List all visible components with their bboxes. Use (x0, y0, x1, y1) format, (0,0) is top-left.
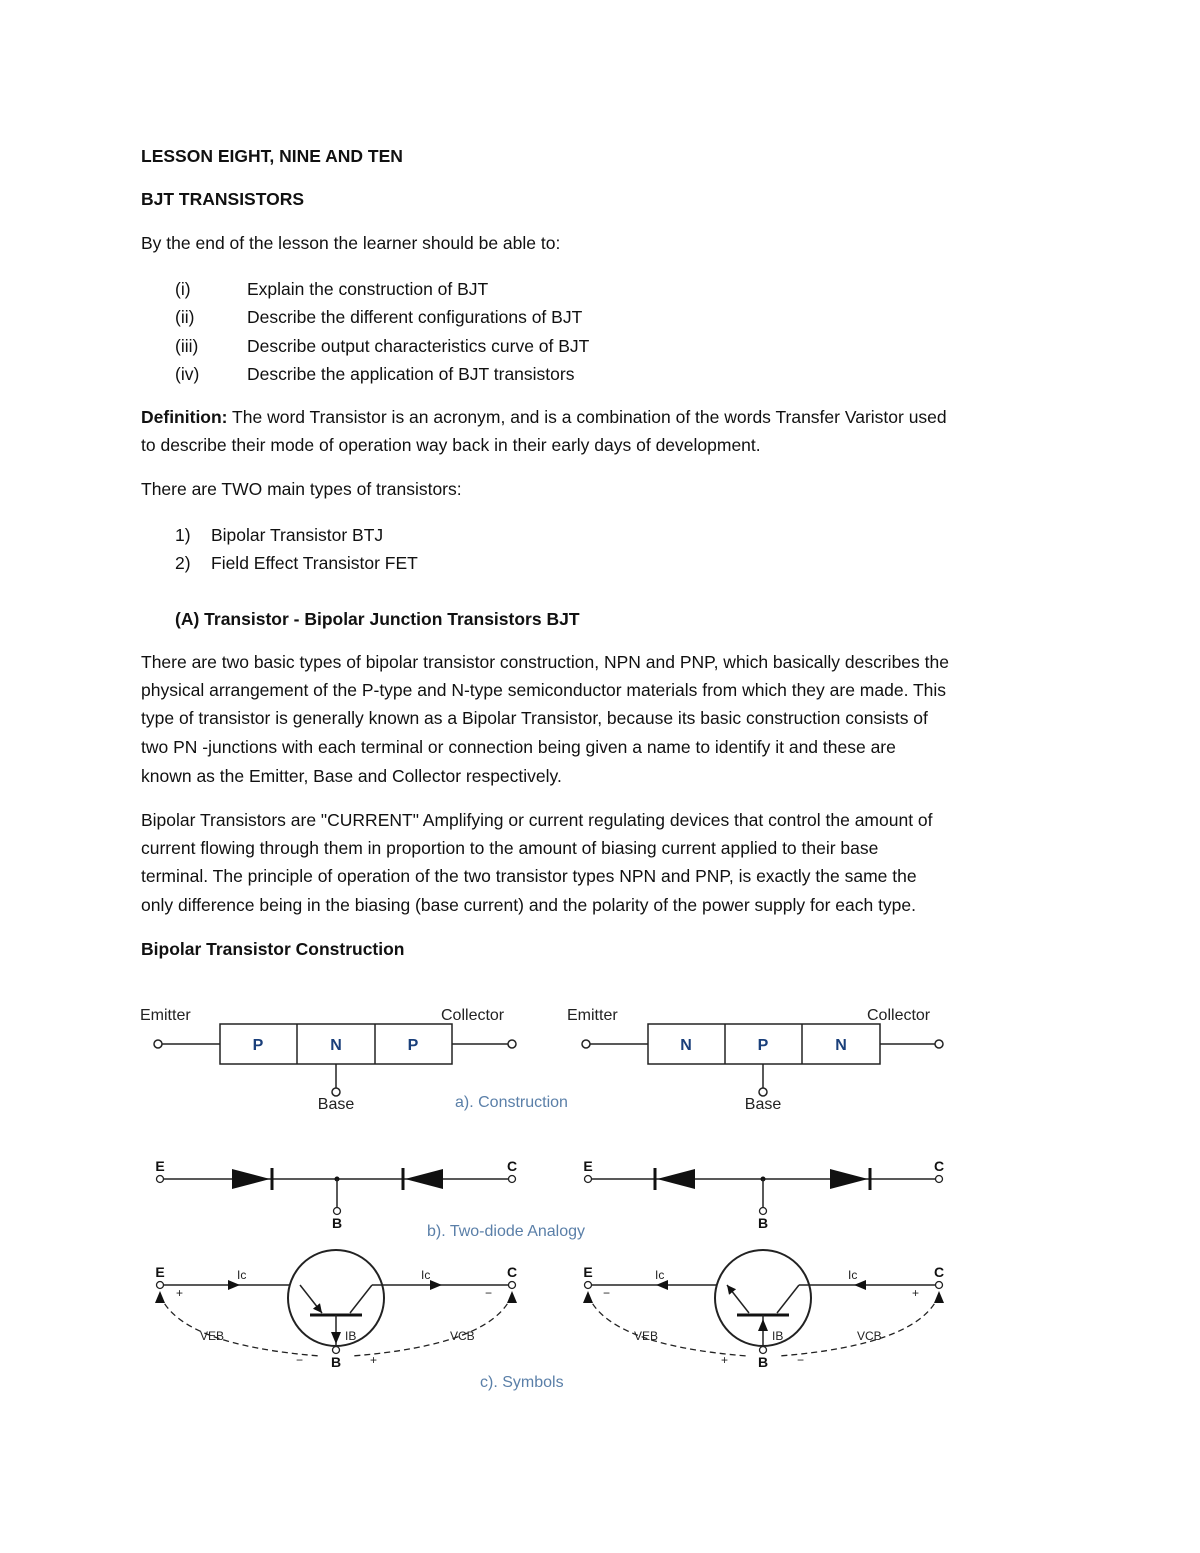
terminal-c: C (506, 1264, 518, 1280)
para1-line: There are two basic types of bipolar transistor construction, NPN and PNP, which basically describes the (141, 652, 949, 672)
terminal-c: C (933, 1264, 945, 1280)
terminal-b: B (757, 1354, 769, 1370)
collector-label: Collector (867, 1007, 931, 1024)
npn-construction (567, 1007, 943, 1113)
ib-label: IB (345, 1329, 357, 1343)
sign-label: − (296, 1353, 304, 1367)
construction-heading: Bipolar Transistor Construction (141, 939, 405, 959)
definition-line-2: to describe their mode of operation way back in their early days of development. (141, 435, 761, 455)
veb-label: VEB (634, 1329, 659, 1343)
section-a-heading: (A) Transistor - Bipolar Junction Transistors BJT (175, 609, 580, 629)
layer-label: P (757, 1037, 769, 1054)
terminal-b: B (330, 1354, 342, 1370)
sign-label: + (721, 1353, 729, 1367)
layer-label: P (407, 1037, 419, 1054)
definition-text: The word Transistor is an acronym, and is a combination of the words Transfer Varistor used (227, 407, 947, 427)
topic-heading: BJT TRANSISTORS (141, 189, 305, 209)
caption-b: b). Two-diode Analogy (427, 1223, 586, 1240)
type-number: 2) (175, 553, 191, 573)
ib-label: IB (772, 1329, 784, 1343)
ic-label: Ic (421, 1268, 431, 1282)
terminal-c: C (506, 1158, 518, 1174)
type-text: Field Effect Transistor FET (211, 553, 418, 573)
sign-label: + (176, 1286, 184, 1300)
layer-label: P (252, 1037, 264, 1054)
definition-label: Definition: (141, 407, 228, 427)
base-label: Base (317, 1096, 355, 1113)
terminal-e: E (583, 1158, 593, 1174)
terminal-c: C (933, 1158, 945, 1174)
layer-label: N (330, 1037, 342, 1054)
sign-label: + (370, 1353, 378, 1367)
para1-line: known as the Emitter, Base and Collector respectively. (141, 766, 562, 786)
objective-text: Describe the application of BJT transistors (247, 364, 575, 384)
vcb-label: VCB (857, 1329, 882, 1343)
npn-symbol (583, 1250, 944, 1370)
npn-diode-analogy (583, 1158, 944, 1231)
layer-label: N (835, 1037, 847, 1054)
terminal-b: B (757, 1215, 769, 1231)
ic-label: Ic (655, 1268, 665, 1282)
para2-line: terminal. The principle of operation of the two transistor types NPN and PNP, is exactly the same the (141, 866, 917, 886)
para1-line: type of transistor is generally known as a Bipolar Transistor, because its basic construction consists of (141, 708, 928, 728)
para2-line: current flowing through them in proportion to the amount of biasing current applied to their base (141, 838, 879, 858)
veb-label: VEB (200, 1329, 225, 1343)
terminal-e: E (583, 1264, 593, 1280)
objective-number: (ii) (175, 307, 195, 327)
terminal-e: E (155, 1264, 165, 1280)
pnp-diode-analogy (155, 1158, 517, 1231)
caption-c: c). Symbols (480, 1374, 564, 1391)
para2-line: Bipolar Transistors are "CURRENT" Amplifying or current regulating devices that control the amount of (141, 810, 933, 830)
objective-number: (iii) (175, 336, 199, 356)
emitter-label: Emitter (140, 1007, 191, 1024)
terminal-e: E (155, 1158, 165, 1174)
caption-a: a). Construction (455, 1094, 568, 1111)
para1-line: two PN -junctions with each terminal or connection being given a name to identify it and these are (141, 737, 896, 757)
para1-line: physical arrangement of the P-type and N-type semiconductor materials from which they are made. This (141, 680, 947, 700)
collector-label: Collector (441, 1007, 505, 1024)
objective-number: (i) (175, 279, 191, 299)
bjt-figure (0, 990, 1200, 1400)
sign-label: + (912, 1286, 920, 1300)
objective-text: Explain the construction of BJT (247, 279, 489, 299)
ic-label: Ic (237, 1268, 247, 1282)
sign-label: − (603, 1286, 611, 1300)
ic-label: Ic (848, 1268, 858, 1282)
base-label: Base (744, 1096, 782, 1113)
terminal-b: B (331, 1215, 343, 1231)
pnp-symbol (155, 1250, 517, 1370)
para2-line: only difference being in the biasing (base current) and the polarity of the power supply for each type. (141, 895, 917, 915)
sign-label: − (797, 1353, 805, 1367)
objective-number: (iv) (175, 364, 200, 384)
intro-text: By the end of the lesson the learner should be able to: (141, 233, 561, 253)
type-text: Bipolar Transistor BTJ (211, 525, 384, 545)
layer-label: N (680, 1037, 692, 1054)
sign-label: − (485, 1286, 493, 1300)
emitter-label: Emitter (567, 1007, 618, 1024)
definition-line-1 (141, 403, 947, 432)
objective-text: Describe output characteristics curve of BJT (247, 336, 590, 356)
types-intro: There are TWO main types of transistors: (141, 479, 462, 499)
objective-text: Describe the different configurations of BJT (247, 307, 583, 327)
lesson-title: LESSON EIGHT, NINE AND TEN (141, 146, 403, 166)
vcb-label: VCB (450, 1329, 475, 1343)
type-number: 1) (175, 525, 191, 545)
